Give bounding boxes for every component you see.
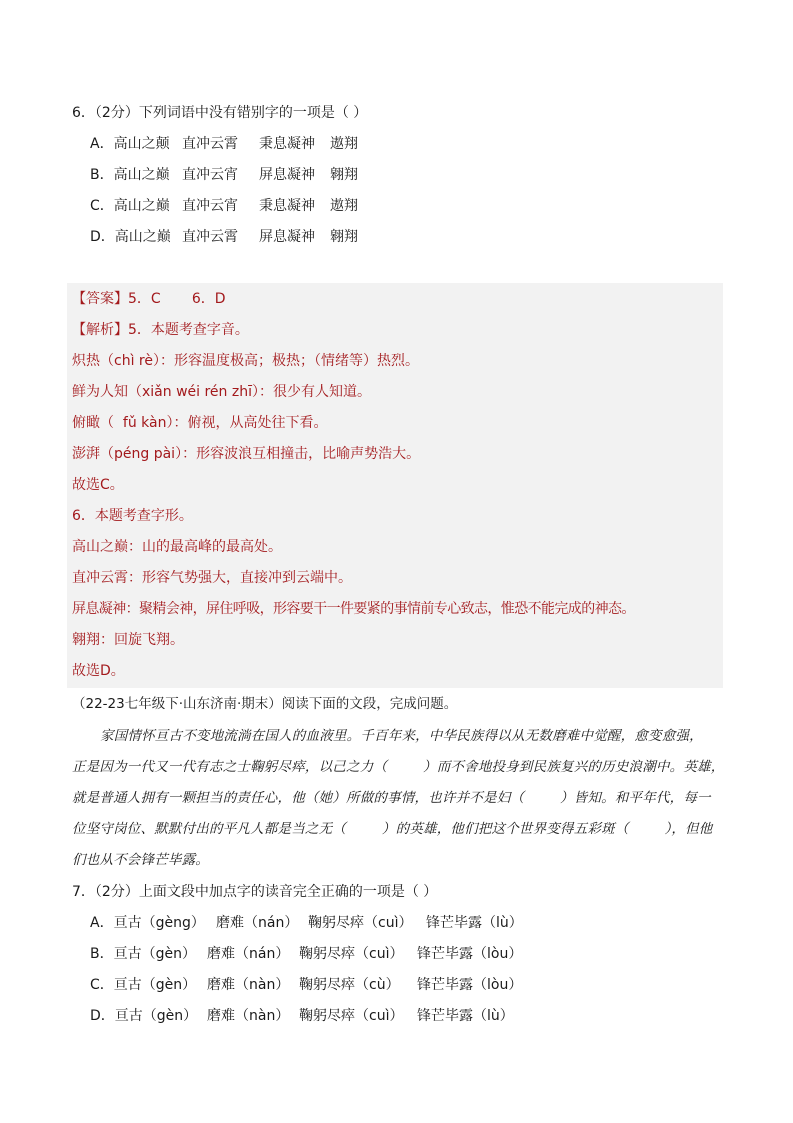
analysis-item: 炽热（chì rè）：形容温度极高；极热；（情绪等）热烈。 bbox=[72, 353, 419, 369]
analysis-item: 鲜为人知（xiǎn wéi rén zhī）：很少有人知道。 bbox=[72, 384, 371, 400]
analysis-item: 直冲云霄：形容气势强大，直接冲到云端中。 bbox=[72, 570, 352, 586]
analysis-line bbox=[72, 320, 249, 340]
question-6-option-b: B．高山之巅 直冲云宵 屏息凝神 翱翔 bbox=[90, 167, 358, 183]
passage-line: 就是普通人拥有一颗担当的责任心，他（她）所做的事情，也许并不是妇（ ）皆知。和平年代，每一 bbox=[72, 790, 711, 806]
passage-source: （22-23七年级下·山东济南·期末）阅读下面的文段，完成问题。 bbox=[72, 696, 458, 712]
analysis-item: 屏息凝神：聚精会神，屏住呼吸，形容要干一件要紧的事情前专心致志，惟恐不能完成的神态。 bbox=[72, 601, 635, 617]
analysis-item: 翱翔：回旋飞翔。 bbox=[72, 632, 184, 648]
question-6-option-c: C．高山之巅 直冲云宵 秉息凝神 遨翔 bbox=[90, 198, 358, 214]
question-7-option-b: B．亘古（gèn） 磨难（nán） 鞠躬尽瘁（cuì） 锋芒毕露（lòu） bbox=[90, 946, 523, 962]
answer-text: 5．C 6．D bbox=[128, 291, 226, 307]
question-7-option-a: A．亘古（gèng） 磨难（nán） 鞠躬尽瘁（cuì） 锋芒毕露（lù） bbox=[90, 915, 523, 931]
passage-line: 家国情怀亘古不变地流淌在国人的血液里。千百年来，中华民族得以从无数磨难中觉醒，愈变愈强， bbox=[100, 728, 703, 744]
question-7-stem: 7．（2分）上面文段中加点字的读音完全正确的一项是（ ） bbox=[72, 884, 438, 900]
question-7-option-c: C．亘古（gèn） 磨难（nàn） 鞠躬尽瘁（cù） 锋芒毕露（lòu） bbox=[90, 977, 523, 993]
analysis-item: 高山之巅：山的最高峰的最高处。 bbox=[72, 539, 282, 555]
question-7-option-d: D．亘古（gèn） 磨难（nàn） 鞠躬尽瘁（cuì） 锋芒毕露（lù） bbox=[90, 1008, 514, 1024]
passage-line: 正是因为一代又一代有志之士鞠躬尽瘁，以己之力（ ）而不舍地投身到民族复兴的历史浪潮中。英雄， bbox=[72, 759, 725, 775]
analysis-item: 故选C。 bbox=[72, 477, 124, 493]
answer-line bbox=[72, 289, 226, 309]
analysis-item: 俯瞰（ fǔ kàn）：俯视，从高处往下看。 bbox=[72, 415, 328, 431]
passage-line: 们也从不会锋芒毕露。 bbox=[72, 852, 209, 868]
analysis-item: 澎湃（péng pài）：形容波浪互相撞击，比喻声势浩大。 bbox=[72, 446, 421, 462]
analysis-item: 6．本题考查字形。 bbox=[72, 508, 193, 524]
question-6-stem: 6．（2分）下列词语中没有错别字的一项是（ ） bbox=[72, 105, 368, 121]
analysis-item: 故选D。 bbox=[72, 663, 125, 679]
answer-label: 【答案】 bbox=[72, 291, 128, 307]
analysis-label: 【解析】 bbox=[72, 322, 128, 338]
answer-analysis-box bbox=[67, 283, 723, 688]
analysis-text: 5．本题考查字音。 bbox=[128, 322, 249, 338]
question-6-option-a: A．高山之颠 直冲云霄 秉息凝神 遨翔 bbox=[90, 136, 358, 152]
passage-line: 位坚守岗位、默默付出的平凡人都是当之无（ ）的英雄，他们把这个世界变得五彩斑（ ），但他 bbox=[72, 821, 713, 837]
question-6-option-d: D．高山之巅 直冲云霄 屏息凝神 翱翔 bbox=[90, 229, 358, 245]
